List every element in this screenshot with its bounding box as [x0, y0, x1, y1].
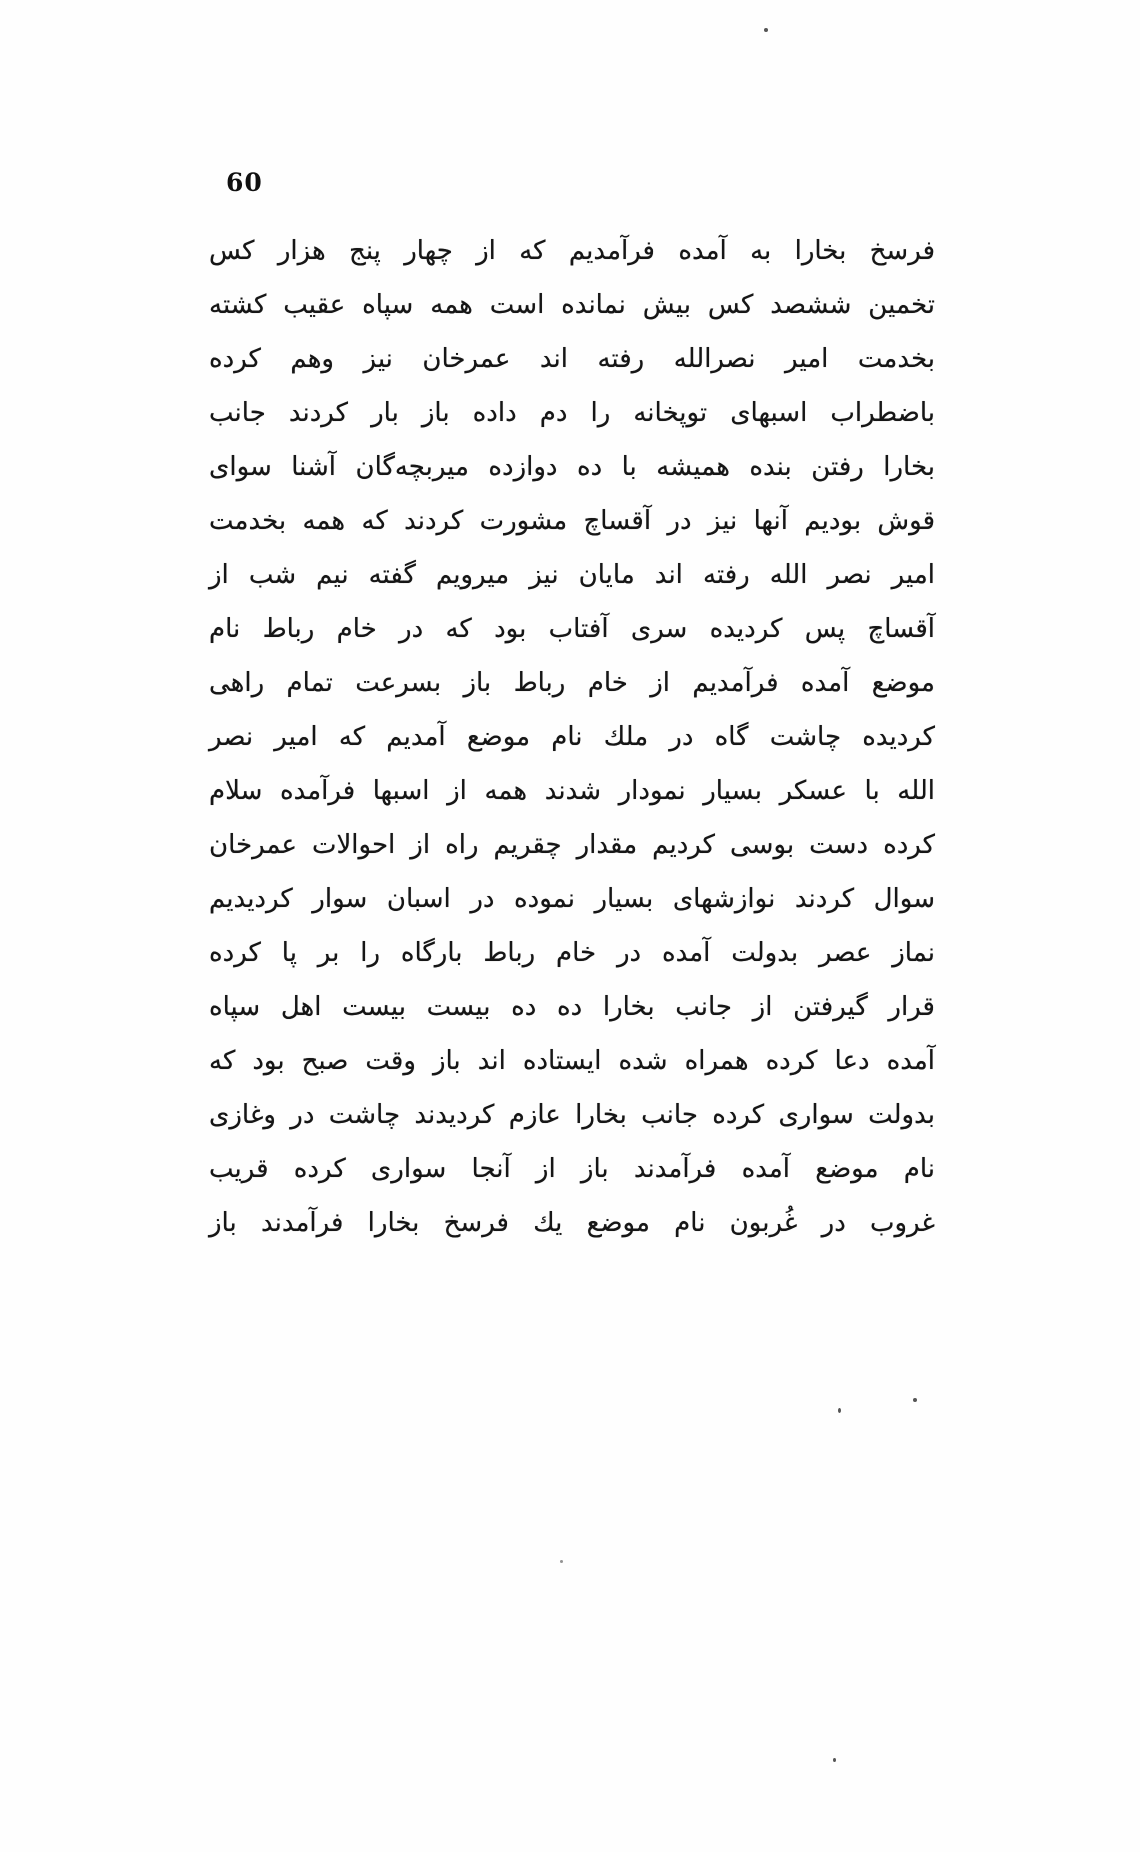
- scan-speck: [560, 1560, 563, 1563]
- page-number: 60: [226, 168, 263, 197]
- text-line: بخارا رفتن بنده همیشه با ده دوازده میربچه‌گان آشنا سوای: [209, 452, 935, 482]
- text-line: کردیده چاشت گاه در ملك نام موضع آمدیم که امیر نصر: [209, 722, 935, 752]
- text-line: قرار گیرفتن از جانب بخارا ده ده بیست بیست اهل سپاه: [209, 992, 935, 1022]
- scan-speck: [833, 1758, 836, 1762]
- text-line: غروب در غُربون نام موضع یك فرسخ بخارا فرآمدند باز: [209, 1208, 935, 1238]
- scan-speck: [913, 1398, 917, 1402]
- text-line: بخدمت امیر نصرالله رفته اند عمرخان نیز وهم کرده: [209, 344, 935, 374]
- text-line: سوال کردند نوازشهای بسیار نموده در اسبان سوار کردیدیم: [209, 884, 935, 914]
- text-line: امیر نصر الله رفته اند مایان نیز میرویم گفته نیم شب از: [209, 560, 935, 590]
- text-line: نماز عصر بدولت آمده در خام رباط بارگاه را بر پا کرده: [209, 938, 935, 968]
- text-line: بدولت سواری کرده جانب بخارا عازم کردیدند چاشت در وغازی: [209, 1100, 935, 1130]
- text-line: آمده دعا کرده همراه شده ایستاده اند باز وقت صبح بود که: [209, 1046, 935, 1076]
- scan-speck: [764, 28, 768, 32]
- body-text-block: [209, 224, 935, 1250]
- text-line: قوش بودیم آنها نیز در آقساچ مشورت کردند که همه بخدمت: [209, 506, 935, 536]
- scan-speck: [838, 1408, 841, 1413]
- text-line: آقساچ پس کردیده سری آفتاب بود که در خام رباط نام: [209, 614, 935, 644]
- text-line: نام موضع آمده فرآمدند باز از آنجا سواری کرده قریب: [209, 1154, 935, 1184]
- text-line: کرده دست بوسی کردیم مقدار چقریم راه از احوالات عمرخان: [209, 830, 935, 860]
- text-line: موضع آمده فرآمدیم از خام رباط باز بسرعت تمام راهی: [209, 668, 935, 698]
- text-line: فرسخ بخارا به آمده فرآمدیم که از چهار پنج هزار کس: [209, 236, 935, 266]
- text-line: الله با عسکر بسیار نمودار شدند همه از اسبها فرآمده سلام: [209, 776, 935, 806]
- text-line: باضطراب اسبهای توپخانه را دم داده باز بار کردند جانب: [209, 398, 935, 428]
- text-line: تخمین ششصد کس بیش نمانده است همه سپاه عقیب کشته: [209, 290, 935, 320]
